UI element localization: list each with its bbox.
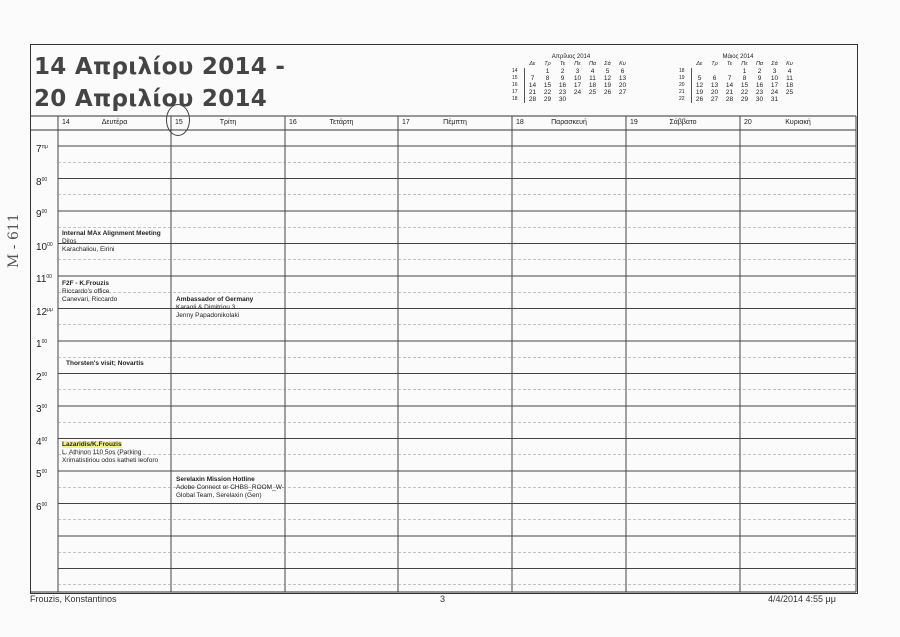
hour-value: 8: [36, 176, 42, 188]
mini-calendar-day[interactable]: 17: [573, 82, 582, 89]
mini-calendar-weekday: Τρ: [544, 61, 551, 67]
mini-calendar-day[interactable]: 11: [589, 75, 596, 82]
day-header-20[interactable]: [740, 116, 856, 130]
hour-suffix: 00: [41, 404, 48, 410]
mini-calendar-day[interactable]: 15: [740, 82, 749, 89]
hour-suffix: 00: [41, 436, 48, 443]
mini-calendar-day[interactable]: 28: [725, 96, 734, 103]
day-number: 17: [402, 119, 410, 126]
hour-suffix: πμ: [41, 144, 48, 150]
hour-label: [36, 177, 47, 188]
hour-label: [36, 469, 47, 480]
mini-calendar-day[interactable]: 12: [603, 75, 612, 82]
event-location: Dilos: [62, 238, 77, 245]
hour-value: 1: [36, 339, 42, 350]
day-number: 14: [62, 119, 70, 126]
day-number: 19: [630, 119, 638, 126]
day-name: Πέμπτη: [443, 119, 467, 126]
event-title: Internal MAx Alignment Meeting: [62, 230, 161, 237]
hour-value: 12: [36, 306, 48, 318]
event-internal-max-alignment[interactable]: [62, 230, 168, 254]
mini-calendar-day[interactable]: 25: [588, 89, 597, 96]
mini-calendar-day[interactable]: 5: [697, 75, 702, 82]
mini-calendar-day[interactable]: 4: [787, 68, 792, 75]
mini-calendar-day[interactable]: 9: [560, 75, 565, 82]
mini-calendar-week-number: 18: [512, 96, 525, 103]
mini-calendar-month: Μάιος 2014: [722, 54, 754, 60]
event-location: Karaoli & Dimitriou 3: [176, 304, 236, 311]
mini-calendar-weekday: Πε: [741, 61, 748, 67]
day-header-14[interactable]: [58, 116, 171, 130]
mini-calendar-week-number: 20: [679, 82, 692, 89]
mini-calendar-day[interactable]: 2: [757, 68, 762, 75]
mini-calendar-day[interactable]: 18: [588, 82, 597, 89]
hour-label: [36, 274, 52, 285]
footer-owner: Frouzis, Konstantinos: [30, 594, 117, 604]
hour-label: [36, 372, 47, 383]
hour-label: [36, 404, 47, 415]
footer-print-date: 4/4/2014 4:55 μμ: [768, 594, 836, 604]
event-location-detail: Xrimatistiriou odos katheti leoforo: [62, 457, 159, 464]
mini-calendar-day[interactable]: 29: [740, 96, 749, 103]
mini-calendar-day[interactable]: 10: [573, 75, 582, 82]
event-organizer: Jenny Papadonikolaki: [176, 312, 240, 319]
hour-value: 3: [36, 404, 42, 415]
mini-calendar-weekday: Πε: [574, 61, 581, 67]
mini-calendar-weekday: Σά: [604, 61, 611, 67]
hour-value: 7: [36, 144, 42, 155]
mini-calendar-weekday: Τρ: [711, 61, 718, 67]
mini-calendar-day[interactable]: 1: [742, 68, 747, 75]
mini-calendar-day[interactable]: 29: [543, 96, 552, 103]
day-name: Δευτέρα: [101, 119, 128, 126]
event-organizer: Canevari, Riccardo: [62, 296, 118, 303]
hour-suffix: μμ: [47, 306, 53, 313]
hour-suffix: 00: [41, 469, 48, 475]
event-organizer: Global Team, Serelaxin (Gen): [176, 492, 262, 499]
hour-value: 10: [36, 241, 48, 253]
day-header-16[interactable]: [285, 116, 398, 130]
hour-label: [36, 209, 47, 220]
mini-calendar-day[interactable]: 7: [530, 75, 535, 82]
mini-calendar-day[interactable]: 23: [558, 89, 567, 96]
event-ambassador-germany[interactable]: [176, 296, 282, 320]
hour-value: 4: [36, 436, 42, 448]
hour-label: [36, 437, 47, 448]
hour-label: [36, 307, 53, 318]
handwritten-margin-note: Μ - 611: [6, 213, 22, 268]
hour-label: [36, 502, 47, 513]
day-number: 20: [744, 119, 752, 126]
event-f2f-frouzis[interactable]: [62, 280, 168, 304]
hour-suffix: 00: [41, 176, 48, 183]
mini-calendar-weekday: Πα: [588, 61, 597, 67]
mini-calendar-weekday: Δε: [529, 61, 536, 67]
mini-calendar-weekday: Τε: [726, 61, 733, 67]
mini-calendar-week-number: 18: [679, 68, 692, 75]
event-lazaridis-frouzis[interactable]: [62, 441, 170, 465]
mini-calendar-day[interactable]: 12: [695, 82, 704, 89]
mini-calendar-day[interactable]: 13: [618, 75, 627, 82]
mini-calendar-day[interactable]: 31: [770, 96, 779, 103]
event-title: Serelaxin Mission Hotline: [176, 476, 255, 483]
hour-label: [36, 242, 53, 253]
mini-calendar-weekday: Κυ: [619, 61, 626, 67]
mini-calendar-weekday: Πα: [755, 61, 764, 67]
mini-calendar-day[interactable]: 14: [528, 82, 537, 89]
week-title-end: 20 Απριλίου 2014: [34, 86, 268, 112]
mini-calendar-day[interactable]: 3: [772, 68, 777, 75]
mini-calendar-week-number: 14: [512, 68, 525, 75]
event-location: Riccardo's office: [62, 288, 110, 295]
mini-calendar-day[interactable]: 30: [755, 96, 764, 103]
mini-calendar-day[interactable]: 9: [757, 75, 762, 82]
mini-calendar-day[interactable]: 20: [618, 82, 627, 89]
mini-calendar-weekday: Σά: [771, 61, 778, 67]
day-number: 16: [289, 119, 297, 126]
mini-calendar-day[interactable]: 15: [543, 82, 552, 89]
mini-calendar-day[interactable]: 26: [695, 96, 704, 103]
mini-calendar-weekday: Τε: [559, 61, 566, 67]
mini-calendar-day[interactable]: 24: [770, 89, 779, 96]
mini-calendar-day[interactable]: 24: [573, 89, 582, 96]
mini-calendar-weekday: Κυ: [786, 61, 793, 67]
mini-calendar-day[interactable]: 10: [770, 75, 779, 82]
mini-calendar-day[interactable]: 20: [710, 89, 719, 96]
week-title-start: 14 Απριλίου 2014 -: [34, 54, 286, 80]
hour-suffix: 00: [46, 274, 52, 280]
mini-calendar-day[interactable]: 16: [755, 82, 764, 89]
event-title: Lazaridis/K.Frouzis: [62, 441, 122, 448]
mini-calendar-day[interactable]: 19: [603, 82, 612, 89]
mini-calendar-day[interactable]: 22: [543, 89, 552, 96]
mini-calendar-week-number: 15: [512, 75, 525, 82]
day-name: Σάββατο: [669, 119, 697, 126]
mini-calendar-month: Απρίλιος 2014: [551, 54, 591, 60]
day-number: 15: [175, 119, 183, 126]
mini-calendar-day[interactable]: 1: [545, 68, 550, 75]
hour-value: 2: [36, 371, 42, 383]
mini-calendar-day[interactable]: 22: [740, 89, 749, 96]
hour-value: 6: [36, 501, 42, 513]
event-thorsten-visit[interactable]: [66, 360, 170, 368]
mini-calendar-week-number: 17: [512, 89, 525, 96]
mini-calendar-day[interactable]: 8: [545, 75, 550, 82]
event-serelaxin-hotline[interactable]: [176, 476, 284, 500]
day-header-17[interactable]: [398, 116, 512, 130]
mini-calendar-day[interactable]: 14: [725, 82, 734, 89]
mini-calendar-day[interactable]: 23: [755, 89, 764, 96]
mini-calendar-day[interactable]: 2: [560, 68, 565, 75]
mini-calendar-day[interactable]: 25: [785, 89, 794, 96]
day-name: Κυριακή: [785, 119, 811, 126]
mini-calendar-week-number: 22: [679, 96, 692, 103]
handwritten-circle-mark: [166, 104, 190, 136]
event-location: L. Athinon 110 5os (Parking: [62, 449, 142, 456]
day-header-19[interactable]: [626, 116, 740, 130]
mini-calendar-day[interactable]: 17: [770, 82, 779, 89]
footer-page-number: 3: [440, 594, 446, 604]
mini-calendar-day[interactable]: 18: [785, 82, 794, 89]
day-number: 18: [516, 119, 524, 126]
mini-calendar-day[interactable]: 6: [620, 68, 625, 75]
mini-calendar-day[interactable]: 28: [528, 96, 537, 103]
hour-suffix: 00: [41, 339, 48, 345]
hour-value: 9: [36, 209, 42, 220]
day-name: Παρασκευή: [551, 119, 587, 126]
mini-calendar-day[interactable]: 19: [695, 89, 704, 96]
hour-label: [36, 339, 47, 350]
event-title: Ambassador of Germany: [176, 296, 254, 303]
mini-calendar-week-number: 16: [512, 82, 525, 89]
hour-label: [36, 144, 48, 155]
day-name: Τρίτη: [219, 119, 237, 126]
day-header-18[interactable]: [512, 116, 626, 130]
event-location: Adobe Connect or CHBS_ROOM_W-: [176, 484, 284, 491]
day-name: Τετάρτη: [329, 119, 354, 126]
event-organizer: Karachaliou, Eirini: [62, 246, 115, 253]
mini-calendar-day[interactable]: 27: [710, 96, 719, 103]
mini-calendar-day[interactable]: 27: [618, 89, 627, 96]
mini-calendar-day[interactable]: 6: [712, 75, 717, 82]
hour-suffix: 00: [41, 501, 48, 508]
hour-value: 5: [36, 469, 42, 480]
mini-calendar-day[interactable]: 7: [727, 75, 732, 82]
mini-calendar-day[interactable]: 5: [605, 68, 610, 75]
mini-calendar-day[interactable]: 13: [710, 82, 719, 89]
mini-calendar-day[interactable]: 11: [786, 75, 793, 82]
mini-calendar-day[interactable]: 4: [590, 68, 595, 75]
mini-calendar-day[interactable]: 16: [558, 82, 567, 89]
event-title: Thorsten's visit; Novartis: [66, 360, 144, 367]
mini-calendar-day[interactable]: 21: [528, 89, 537, 96]
mini-calendar-day[interactable]: 26: [603, 89, 612, 96]
hour-suffix: 00: [41, 209, 48, 215]
mini-calendar-weekday: Δε: [696, 61, 703, 67]
mini-calendar-week-number: 21: [679, 89, 692, 96]
hour-value: 11: [36, 274, 47, 285]
mini-calendar-day[interactable]: 30: [558, 96, 567, 103]
hour-suffix: 00: [47, 241, 53, 248]
mini-calendar-day[interactable]: 21: [725, 89, 734, 96]
mini-calendar-week-number: 19: [679, 75, 692, 82]
mini-calendar-day[interactable]: 8: [742, 75, 747, 82]
hour-suffix: 00: [41, 371, 48, 378]
event-title: F2F - K.Frouzis: [62, 280, 109, 287]
mini-calendar-day[interactable]: 3: [575, 68, 580, 75]
